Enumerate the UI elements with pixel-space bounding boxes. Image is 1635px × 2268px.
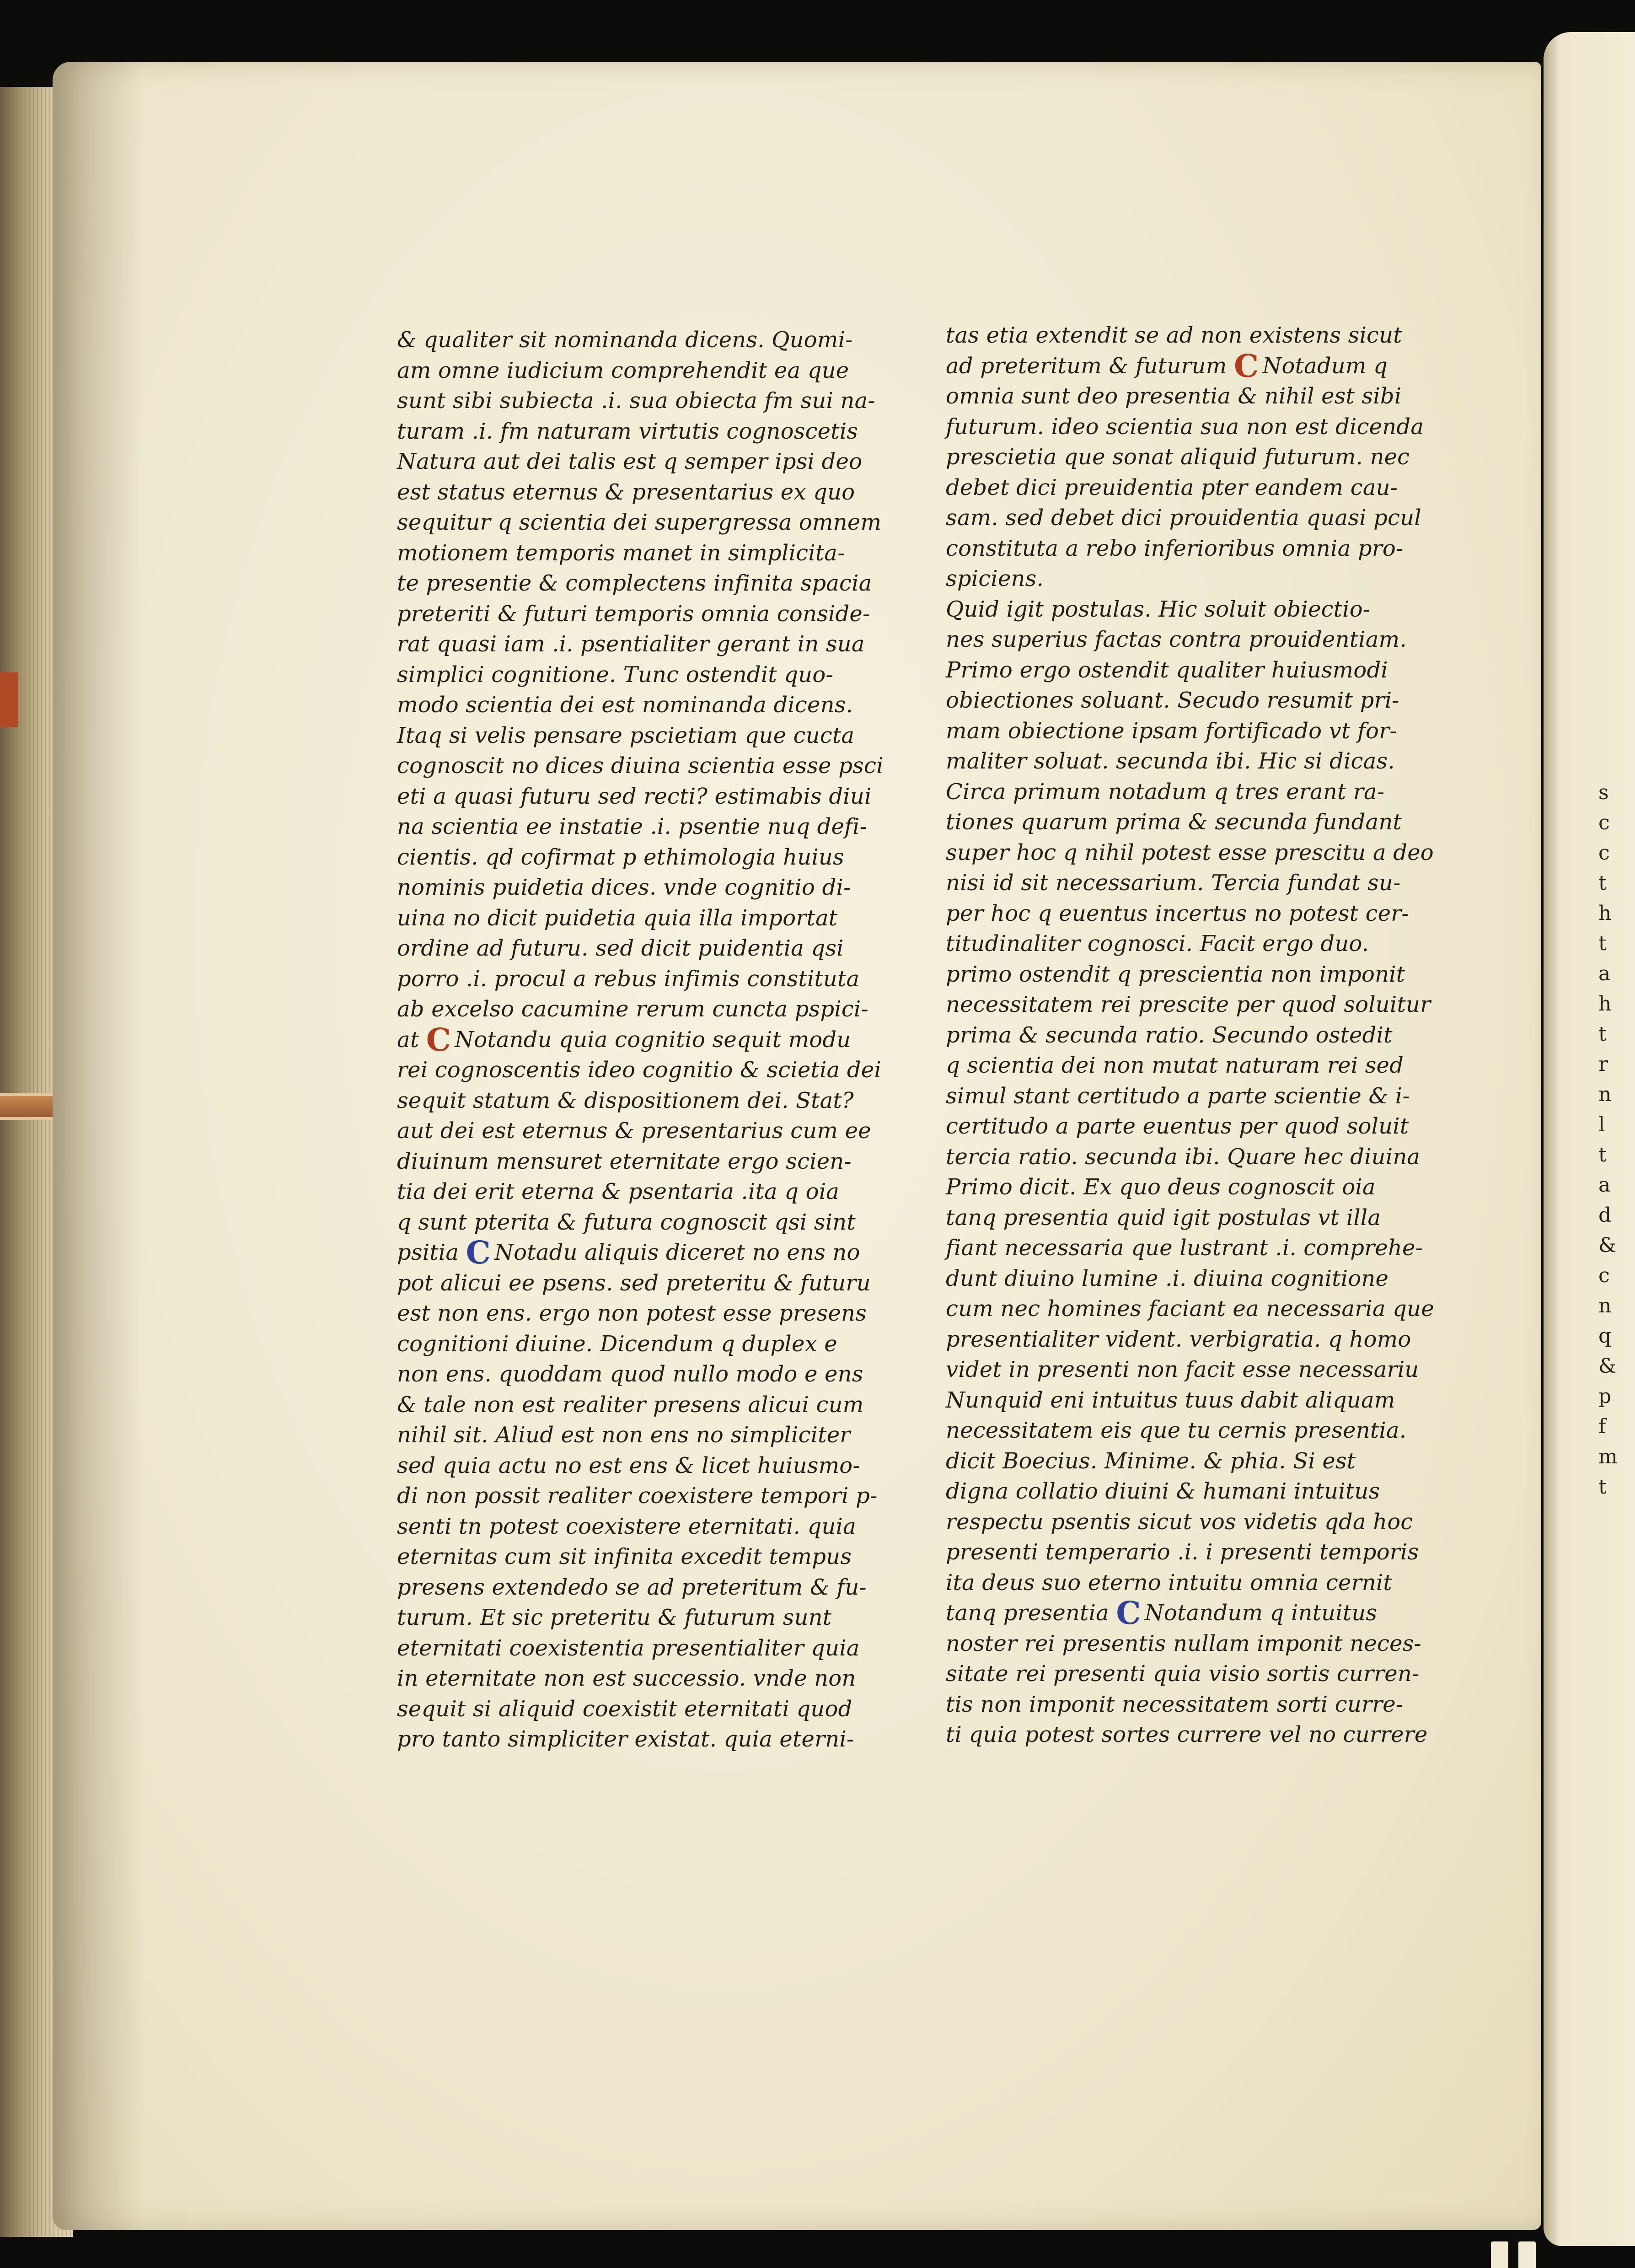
facing-text-fragment: n	[1598, 1083, 1612, 1106]
text-line: turum. Et sic preteritu & futurum sunt	[397, 1605, 832, 1630]
text-line: ti quia potest sortes currere vel no currere	[946, 1722, 1428, 1747]
text-line: spiciens.	[946, 566, 1044, 591]
text-line: q scientia dei non mutat naturam rei sed	[946, 1053, 1404, 1078]
facing-page	[1544, 32, 1635, 2246]
text-line	[946, 1595, 1403, 1632]
text-line: tis non imponit necessitatem sorti curre-	[946, 1691, 1404, 1717]
facing-text-fragment: t	[1598, 871, 1607, 895]
facing-text-fragment: h	[1598, 992, 1612, 1016]
text-line: rat quasi iam .i. psentialiter gerant in sua	[397, 631, 865, 657]
text-line: cientis. qd cofirmat p ethimologia huius	[397, 844, 844, 870]
facing-text-fragment: t	[1598, 932, 1607, 955]
text-line-segment: ad preteritum & futurum	[946, 353, 1234, 379]
facing-page-text	[1598, 778, 1617, 1502]
text-line: sitate rei presenti quia visio sortis curren-	[946, 1661, 1420, 1687]
text-line-segment: tanq presentia	[946, 1600, 1116, 1626]
text-line: respectu psentis sicut vos videtis qda hoc	[946, 1509, 1413, 1535]
text-line: di non possit realiter coexistere tempori p-	[397, 1483, 878, 1509]
facing-text-fragment: a	[1598, 962, 1611, 985]
bookmark-ribbon	[0, 672, 18, 727]
text-line: porro .i. procul a rebus infimis constituta	[397, 966, 860, 992]
facing-text-fragment: t	[1598, 1022, 1607, 1046]
text-line: futurum. ideo scientia sua non est dicenda	[946, 414, 1424, 440]
text-line: mam obiectione ipsam fortificado vt for-	[946, 718, 1397, 744]
text-line	[946, 348, 1403, 385]
text-line: tas etia extendit se ad non existens sicut	[946, 322, 1402, 348]
text-line: presentialiter vident. verbigratia. q homo	[946, 1326, 1411, 1352]
text-line: simul stant certitudo a parte scientie & i-	[946, 1083, 1410, 1109]
facing-text-fragment: t	[1598, 1143, 1607, 1166]
facing-text-fragment: &	[1598, 1234, 1617, 1257]
text-line: tia dei erit eterna & psentaria .ita q oia	[397, 1179, 840, 1204]
text-line: turam .i. fm naturam virtutis cognoscetis	[397, 418, 858, 444]
text-column-right	[946, 320, 1434, 1750]
text-line: Natura aut dei talis est q semper ipsi deo	[397, 449, 863, 474]
text-line: videt in presenti non facit esse necessariu	[946, 1357, 1419, 1382]
text-line: nihil sit. Aliud est non ens no simpliciter	[397, 1422, 851, 1448]
facing-text-fragment: s	[1598, 781, 1609, 804]
text-line: te presentie & complectens infinita spacia	[397, 570, 872, 596]
facing-text-fragment: n	[1598, 1294, 1612, 1317]
text-line: ita deus suo eterno intuitu omnia cernit	[946, 1569, 1392, 1596]
rubricated-initial: C	[466, 1235, 491, 1271]
text-line-segment: psitia	[397, 1240, 466, 1265]
text-line: eti a quasi futuru sed recti? estimabis diui	[397, 783, 872, 809]
text-line: necessitatem rei prescite per quod soluitur	[946, 992, 1431, 1017]
text-line: nominis puidetia dices. vnde cognitio di-	[397, 875, 851, 900]
text-line: omnia sunt deo presentia & nihil est sibi	[946, 383, 1402, 409]
text-line: Nunquid eni intuitus tuus dabit aliquam	[946, 1387, 1395, 1413]
text-line: Primo dicit. Ex quo deus cognoscit oia	[946, 1174, 1376, 1200]
text-line: dunt diuino lumine .i. diuina cognitione	[946, 1265, 1389, 1291]
text-line-segment: at	[397, 1027, 426, 1053]
text-line: necessitatem eis que tu cernis presentia.	[946, 1418, 1407, 1443]
text-line: am omne iudicium comprehendit ea que	[397, 357, 849, 383]
page-tab	[1491, 2241, 1508, 2268]
text-line: pro tanto simpliciter existat. quia eterni-	[397, 1726, 854, 1752]
text-line: in eternitate non est successio. vnde non	[397, 1666, 856, 1691]
facing-text-fragment: c	[1598, 841, 1610, 865]
text-line: tercia ratio. secunda ibi. Quare hec diuina	[946, 1144, 1421, 1170]
text-line: titudinaliter cognosci. Facit ergo duo.	[946, 931, 1369, 957]
text-line: sequit statum & dispositionem dei. Stat?	[397, 1087, 854, 1113]
text-line: certitudo a parte euentus per quod soluit	[946, 1113, 1409, 1139]
text-line: diuinum mensuret eternitate ergo scien-	[397, 1148, 852, 1174]
text-line: noster rei presentis nullam imponit neces-	[946, 1630, 1421, 1656]
text-line: fiant necessaria que lustrant .i. comprehe-	[946, 1235, 1423, 1261]
rubricated-initial: C	[1233, 348, 1259, 385]
text-line: per hoc q euentus incertus no potest cer-	[946, 900, 1409, 926]
text-line: dicit Boecius. Minime. & phia. Si est	[946, 1448, 1356, 1474]
text-line: preteriti & futuri temporis omnia conside-	[397, 601, 870, 627]
text-line: nisi id sit necessarium. Tercia fundat su-	[946, 870, 1401, 896]
text-line: cum nec homines faciant ea necessaria que	[946, 1296, 1434, 1322]
text-line: sequit si aliquid coexistit eternitati quod	[397, 1696, 852, 1722]
text-line: constituta a rebo inferioribus omnia pro-	[946, 535, 1404, 561]
text-line: cognoscit no dices diuina scientia esse psci	[397, 753, 884, 779]
facing-text-fragment: t	[1598, 1475, 1607, 1499]
text-line: pot alicui ee psens. sed preteritu & futuru	[397, 1270, 871, 1296]
facing-text-fragment: h	[1598, 902, 1612, 925]
text-line: Itaq si velis pensare pscietiam que cucta	[397, 722, 855, 748]
text-line: digna collatio diuini & humani intuitus	[946, 1478, 1380, 1504]
rubricated-initial: C	[1116, 1595, 1141, 1632]
text-line	[397, 1021, 863, 1059]
text-line: uina no dicit puidetia quia illa importat	[397, 905, 838, 931]
text-line: nes superius factas contra prouidentiam.	[946, 627, 1407, 652]
facing-text-fragment: a	[1598, 1173, 1611, 1197]
facing-text-fragment: &	[1598, 1354, 1617, 1378]
text-line: senti tn potest coexistere eternitati. quia	[397, 1513, 856, 1539]
text-line: q sunt pterita & futura cognoscit qsi sint	[397, 1209, 856, 1235]
text-line: est status eternus & presentarius ex quo	[397, 479, 855, 505]
text-line: maliter soluat. secunda ibi. Hic si dicas.	[946, 748, 1395, 774]
facing-text-fragment: q	[1598, 1324, 1612, 1348]
facing-text-fragment: c	[1598, 1264, 1610, 1287]
facing-text-fragment: m	[1598, 1445, 1618, 1468]
text-line: sed quia actu no est ens & licet huiusmo-	[397, 1452, 860, 1478]
text-line: sunt sibi subiecta .i. sua obiecta fm sui na-	[397, 388, 875, 414]
text-line: motionem temporis manet in simplicita-	[397, 540, 845, 566]
text-line: modo scientia dei est nominanda dicens.	[397, 692, 853, 718]
text-line-segment: Notandum q intuitus	[1144, 1600, 1378, 1626]
text-line	[397, 1235, 863, 1271]
text-line: prescietia que sonat aliquid futurum. nec	[946, 444, 1410, 470]
text-line: super hoc q nihil potest esse prescitu a deo	[946, 839, 1434, 865]
text-line: & tale non est realiter presens alicui cum	[397, 1392, 864, 1418]
text-line: primo ostendit q prescientia non imponit	[946, 961, 1405, 987]
page-tabs	[1482, 2237, 1550, 2268]
text-line-segment: Notadu aliquis diceret no ens no	[494, 1240, 860, 1265]
facing-text-fragment: p	[1598, 1385, 1612, 1408]
facing-text-fragment: f	[1598, 1415, 1606, 1438]
text-line: Primo ergo ostendit qualiter huiusmodi	[946, 657, 1388, 683]
text-line-segment: Notadum q	[1262, 353, 1388, 379]
text-line: tanq presentia quid igit postulas vt illa	[946, 1204, 1381, 1231]
text-line: simplici cognitione. Tunc ostendit quo-	[397, 661, 833, 688]
text-line: est non ens. ergo non potest esse presens	[397, 1301, 867, 1326]
text-line: Circa primum notadum q tres erant ra-	[946, 779, 1385, 805]
text-line: eternitas cum sit infinita excedit tempus	[397, 1544, 852, 1569]
text-line: cognitioni diuine. Dicendum q duplex e	[397, 1331, 837, 1357]
text-line: eternitati coexistentia presentialiter quia	[397, 1635, 860, 1661]
text-line: ab excelso cacumine rerum cuncta pspici-	[397, 996, 868, 1022]
text-column-left	[397, 325, 884, 1755]
text-line: sequitur q scientia dei supergressa omnem	[397, 510, 882, 535]
text-line: aut dei est eternus & presentarius cum ee	[397, 1118, 871, 1144]
facing-text-fragment: d	[1598, 1204, 1612, 1227]
text-line: debet dici preuidentia pter eandem cau-	[946, 474, 1398, 500]
text-line: rei cognoscentis ideo cognitio & scietia dei	[397, 1057, 881, 1083]
rubricated-initial: C	[426, 1021, 451, 1059]
page-tab	[1518, 2241, 1536, 2268]
text-line: & qualiter sit nominanda dicens. Quomi-	[397, 327, 853, 353]
text-line: obiectiones soluant. Secudo resumit pri-	[946, 688, 1399, 713]
text-line: non ens. quoddam quod nullo modo e ens	[397, 1361, 863, 1387]
text-line: prima & secunda ratio. Secundo ostedit	[946, 1022, 1393, 1048]
text-line: na scientia ee instatie .i. psentie nuq defi-	[397, 814, 868, 839]
facing-text-fragment: c	[1598, 811, 1610, 834]
text-line-segment: Notandu quia cognitio sequit modu	[455, 1027, 851, 1053]
text-line: tiones quarum prima & secunda fundant	[946, 809, 1402, 835]
text-line: sam. sed debet dici prouidentia quasi pcul	[946, 505, 1421, 531]
facing-text-fragment: r	[1598, 1053, 1608, 1076]
text-line: Quid igit postulas. Hic soluit obiectio-	[946, 596, 1371, 622]
facing-text-fragment: l	[1598, 1113, 1605, 1136]
text-line: presens extendedo se ad preteritum & fu-	[397, 1574, 867, 1600]
text-line: presenti temperario .i. i presenti temporis	[946, 1539, 1419, 1565]
text-line: ordine ad futuru. sed dicit puidentia qsi	[397, 935, 844, 961]
